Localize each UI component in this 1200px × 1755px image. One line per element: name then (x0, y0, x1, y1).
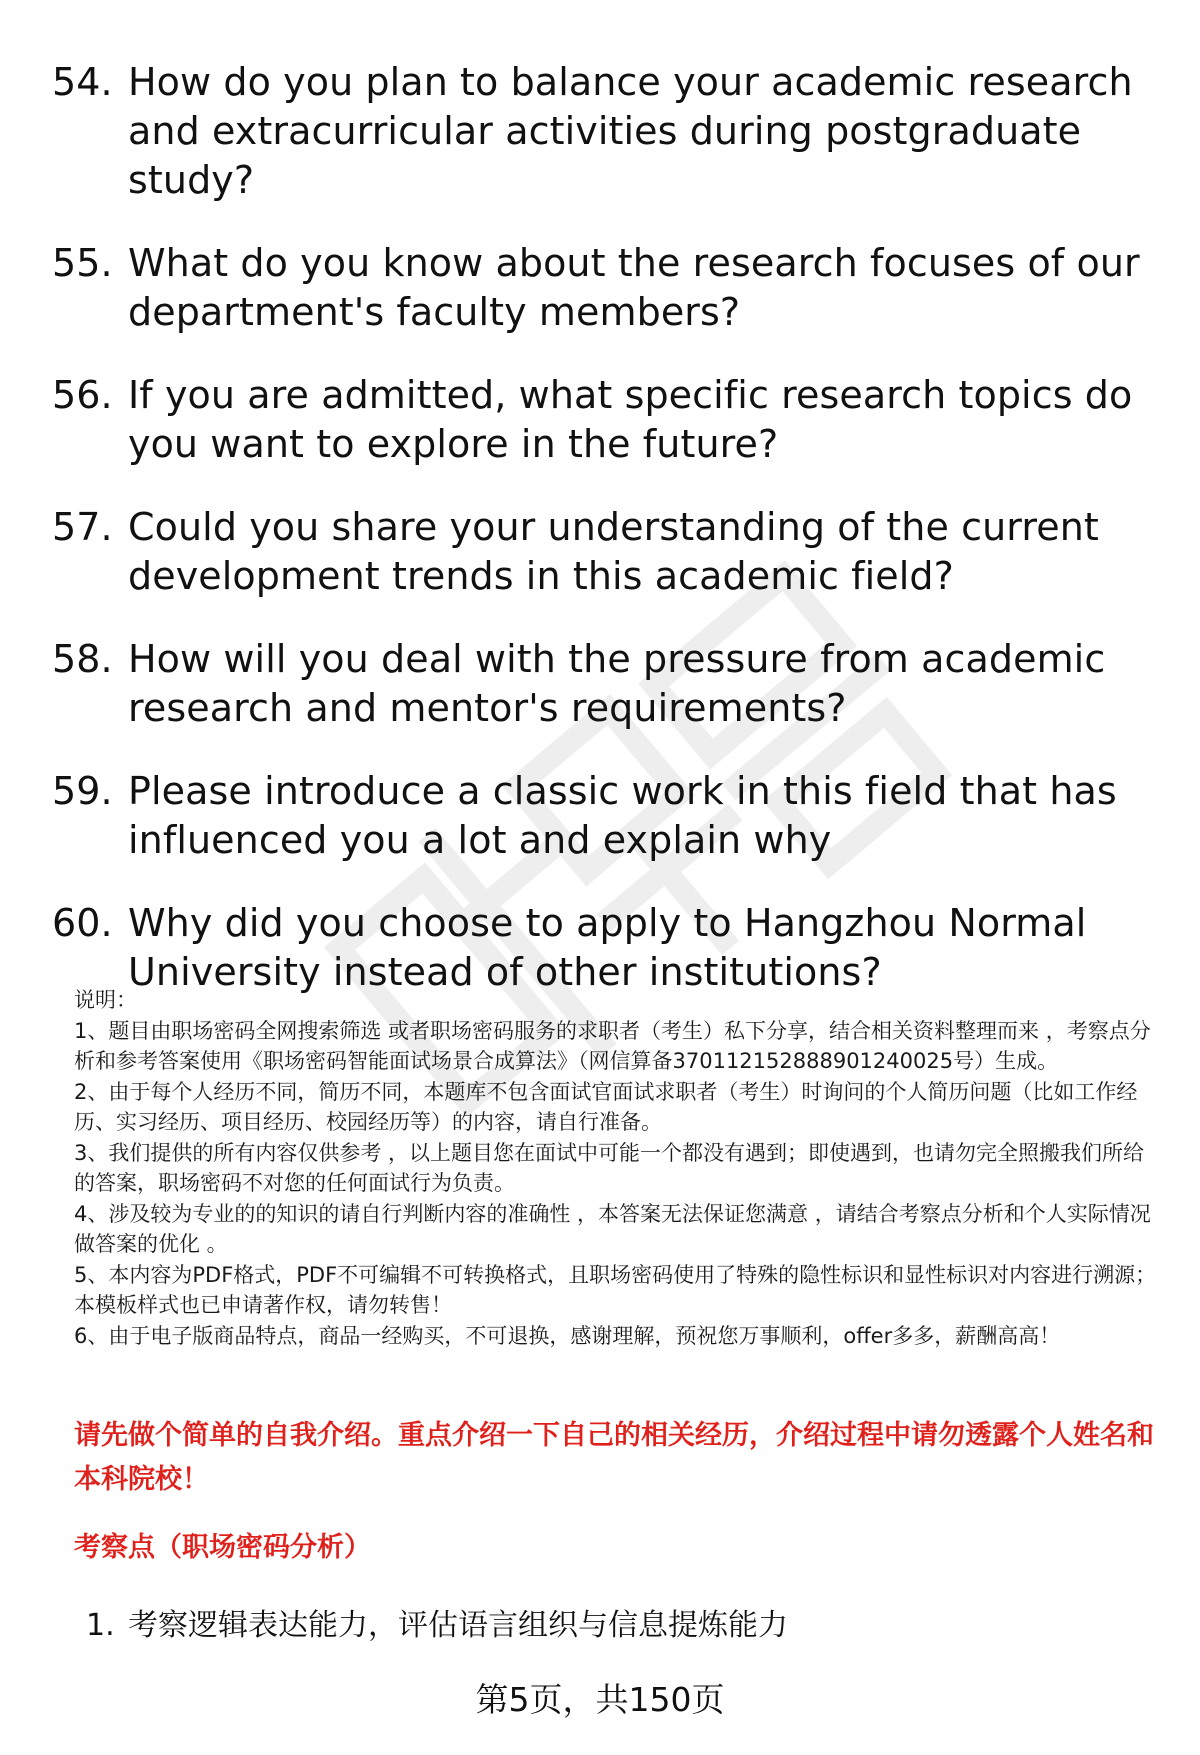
question-text: If you are admitted, what specific research topics do you want to explore in the future? (128, 373, 1133, 466)
question-text: Could you share your understanding of the current development trends in this academic field? (128, 505, 1099, 598)
question-number: 59. (52, 769, 113, 813)
interview-prompt: 请先做个简单的自我介绍。重点介绍一下自己的相关经历，介绍过程中请勿透露个人姓名和本科院校！ (74, 1420, 1154, 1495)
question-text: Why did you choose to apply to Hangzhou Normal University instead of other institutions? (128, 901, 1087, 994)
question-number: 60. (52, 901, 113, 945)
notes-heading: 说明： (74, 988, 137, 1012)
question-number: 54. (52, 60, 113, 104)
question-text: How do you plan to balance your academic research and extracurricular activities during postgraduate study? (128, 60, 1133, 202)
question-text: Please introduce a classic work in this field that has influenced you a lot and explain why (128, 769, 1117, 862)
question-item (52, 899, 1162, 997)
question-text: How will you deal with the pressure from academic research and mentor's requirements? (128, 637, 1106, 730)
question-item (52, 503, 1162, 601)
question-item (52, 767, 1162, 865)
point-number: 1. (86, 1608, 115, 1643)
analysis-heading: 考察点（职场密码分析） (74, 1532, 371, 1563)
question-item (52, 371, 1162, 469)
note-item: 6、由于电子版商品特点，商品一经购买，不可退换，感谢理解，预祝您万事顺利，offer多多，薪酬高高！ (74, 1323, 1061, 1348)
note-item: 2、由于每个人经历不同，简历不同，本题库不包含面试官面试求职者（考生）时询问的个人简历问题（比如工作经历、实习经历、项目经历、校园经历等）的内容，请自行准备。 (74, 1079, 1138, 1134)
question-number: 55. (52, 241, 113, 285)
analysis-point (86, 1604, 788, 1648)
question-number: 56. (52, 373, 113, 417)
note-item: 4、涉及较为专业的的知识的请自行判断内容的准确性 ，本答案无法保证您满意 ，请结合考察点分析和个人实际情况做答案的优化 。 (74, 1201, 1151, 1256)
question-list (52, 58, 1162, 1031)
point-text: 考察逻辑表达能力，评估语言组织与信息提炼能力 (128, 1608, 788, 1643)
question-number: 58. (52, 637, 113, 681)
note-item: 1、题目由职场密码全网搜索筛选 或者职场密码服务的求职者（考生）私下分享，结合相关资料整理而来 ，考察点分析和参考答案使用《职场密码智能面试场景合成算法》（网信算备370112152888901240025号）生成。 (74, 1018, 1151, 1073)
question-text: What do you know about the research focuses of our department's faculty members? (128, 241, 1140, 334)
question-number: 57. (52, 505, 113, 549)
question-item (52, 239, 1162, 337)
question-item (52, 58, 1162, 205)
note-item: 5、本内容为PDF格式，PDF不可编辑不可转换格式，且职场密码使用了特殊的隐性标识和显性标识对内容进行溯源；本模板样式也已申请著作权，请勿转售！ (74, 1262, 1157, 1317)
note-item: 3、我们提供的所有内容仅供参考 ，以上题目您在面试中可能一个都没有遇到；即使遇到，也请勿完全照搬我们所给的答案，职场密码不对您的任何面试行为负责。 (74, 1140, 1145, 1195)
notes-section (74, 985, 1164, 1351)
question-item (52, 635, 1162, 733)
page-footer: 第5页，共150页 (475, 1680, 725, 1719)
